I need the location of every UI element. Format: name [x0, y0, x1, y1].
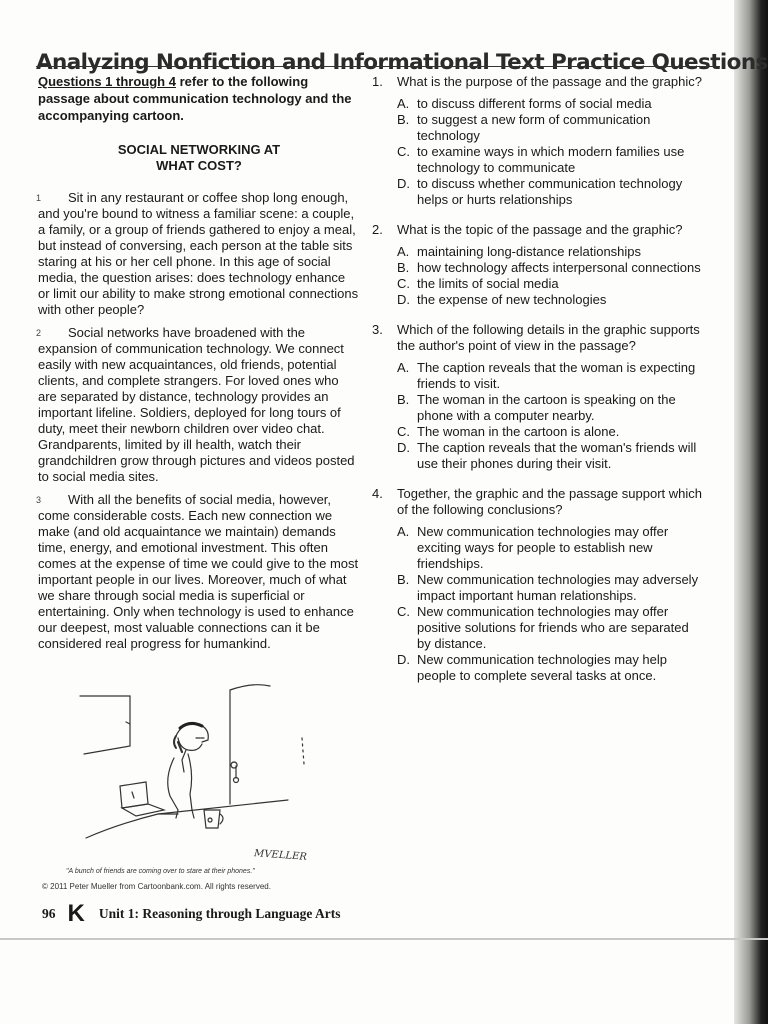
- question-text: Which of the following details in the graphic supports the author's point of view in the passage?: [397, 322, 700, 353]
- paragraph-number: 2: [36, 328, 42, 338]
- paragraph-text: Sit in any restaurant or coffee shop long enough, and you're bound to witness a familiar scene: a couple, a family, or a group of friends gathered to enjoy a meal, but instead of conversing, each person at the table sits staring at his or her cell phone. In this age of social media, the question arises: does technology enhance or limit our ability to make strong emotional connections with other people?: [38, 190, 359, 317]
- option-text: to examine ways in which modern families use technology to communicate: [417, 144, 685, 175]
- answer-option[interactable]: [397, 652, 702, 684]
- answer-option[interactable]: [397, 112, 702, 144]
- page-title: Analyzing Nonfiction and Informational Text Practice Questions: [36, 50, 768, 76]
- title-rule: [36, 66, 720, 67]
- option-text: to suggest a new form of communication technology: [417, 112, 651, 143]
- answer-option[interactable]: [397, 424, 702, 440]
- passage-intro: [38, 73, 360, 124]
- intro-lead: Questions 1 through 4: [38, 74, 176, 89]
- answer-option[interactable]: [397, 524, 702, 572]
- option-letter: B.: [397, 260, 410, 275]
- passage-column: [38, 73, 360, 659]
- answer-option[interactable]: [397, 144, 702, 176]
- question-number: 4.: [372, 486, 383, 501]
- questions-column: [372, 74, 702, 698]
- answer-option[interactable]: [397, 440, 702, 472]
- answer-option[interactable]: [397, 260, 702, 276]
- cartoon-caption: "A bunch of friends are coming over to stare at their phones.": [66, 868, 255, 875]
- answer-option[interactable]: [397, 572, 702, 604]
- option-text: The woman in the cartoon is alone.: [417, 424, 620, 439]
- answer-option[interactable]: [397, 292, 702, 308]
- intro-rest: refer to the following passage about communication technology and the accompanying cartoon.: [38, 74, 352, 123]
- passage-paragraph-2: [38, 325, 360, 485]
- page-bottom-edge: [0, 938, 768, 940]
- answer-option[interactable]: [397, 176, 702, 208]
- question-1: [372, 74, 702, 208]
- paragraph-number: 1: [36, 193, 42, 203]
- passage-title-line2: WHAT COST?: [156, 158, 242, 173]
- question-text: What is the purpose of the passage and the graphic?: [397, 74, 702, 89]
- option-text: New communication technologies may offer exciting ways for people to establish new friendships.: [417, 524, 669, 571]
- page-binding-shadow: [734, 0, 768, 1024]
- option-letter: A.: [397, 244, 410, 259]
- option-letter: B.: [397, 572, 410, 587]
- question-text: What is the topic of the passage and the graphic?: [397, 222, 683, 237]
- answer-options: [397, 524, 702, 684]
- option-letter: A.: [397, 360, 410, 375]
- question-number: 1.: [372, 74, 383, 89]
- question-4: [372, 486, 702, 684]
- cartoonist-signature: MVELLER: [253, 848, 308, 863]
- option-letter: A.: [397, 524, 410, 539]
- question-number: 3.: [372, 322, 383, 337]
- question-3: [372, 322, 702, 472]
- option-text: how technology affects interpersonal connections: [417, 260, 701, 275]
- answer-options: [397, 244, 702, 308]
- option-letter: C.: [397, 424, 410, 439]
- option-text: to discuss different forms of social media: [417, 96, 652, 111]
- option-text: The caption reveals that the woman is expecting friends to visit.: [417, 360, 696, 391]
- cartoon-credit: © 2011 Peter Mueller from Cartoonbank.com. All rights reserved.: [42, 882, 271, 891]
- answer-options: [397, 96, 702, 208]
- answer-options: [397, 360, 702, 472]
- option-letter: D.: [397, 652, 410, 667]
- answer-option[interactable]: [397, 96, 702, 112]
- option-letter: C.: [397, 144, 410, 159]
- option-text: The caption reveals that the woman's friends will use their phones during their visit.: [417, 440, 697, 471]
- passage-title: [38, 142, 360, 174]
- option-letter: B.: [397, 392, 410, 407]
- option-text: New communication technologies may help people to complete several tasks at once.: [417, 652, 668, 683]
- passage-paragraph-1: [38, 190, 360, 318]
- option-letter: C.: [397, 276, 410, 291]
- page-number: 96: [42, 906, 56, 921]
- answer-option[interactable]: [397, 360, 702, 392]
- unit-label: Unit 1: Reasoning through Language Arts: [98, 906, 341, 921]
- option-letter: D.: [397, 440, 410, 455]
- option-text: maintaining long-distance relationships: [417, 244, 642, 259]
- cartoon-drawing: [38, 678, 360, 868]
- answer-option[interactable]: [397, 392, 702, 424]
- page-footer: [42, 902, 341, 926]
- question-2: [372, 222, 702, 308]
- paragraph-number: 3: [36, 495, 42, 505]
- option-letter: C.: [397, 604, 410, 619]
- answer-option[interactable]: [397, 244, 702, 260]
- option-text: The woman in the cartoon is speaking on the phone with a computer nearby.: [417, 392, 676, 423]
- option-letter: D.: [397, 292, 410, 307]
- option-letter: B.: [397, 112, 410, 127]
- cartoon: [38, 678, 360, 898]
- option-text: New communication technologies may adversely impact important human relationships.: [417, 572, 699, 603]
- answer-option[interactable]: [397, 276, 702, 292]
- passage-paragraph-3: [38, 492, 360, 652]
- paragraph-text: Social networks have broadened with the expansion of communication technology. We connect easily with new acquaintances, old friends, potential clients, and complete strangers. For loved ones who are separated by distance, technology provides an important lifeline. Soldiers, deployed for long tours of duty, meet their newborn children over video chat. Grandparents, limited by ill health, watch their grandchildren grow through pictures and videos posted to social media sites.: [38, 325, 355, 484]
- option-letter: A.: [397, 96, 410, 111]
- question-number: 2.: [372, 222, 383, 237]
- option-text: the limits of social media: [417, 276, 559, 291]
- option-text: to discuss whether communication technology helps or hurts relationships: [417, 176, 683, 207]
- paragraph-text: With all the benefits of social media, however, come considerable costs. Each new connection we make (and old acquaintance we maintain) demands time, energy, and emotional investment. This often comes at the expense of time we could give to the most important people in our lives. Moreover, much of what we share through social media is superficial or entertaining. Only when technology is used to enhance our deepest, most valuable connections can it be considered real progress for humankind.: [38, 492, 359, 651]
- publisher-logo-icon: K: [67, 900, 85, 927]
- option-letter: D.: [397, 176, 410, 191]
- passage-title-line1: SOCIAL NETWORKING AT: [117, 142, 281, 157]
- option-text: New communication technologies may offer positive solutions for friends who are separated by distance.: [417, 604, 689, 651]
- option-text: the expense of new technologies: [417, 292, 607, 307]
- question-text: Together, the graphic and the passage support which of the following conclusions?: [397, 486, 702, 517]
- answer-option[interactable]: [397, 604, 702, 652]
